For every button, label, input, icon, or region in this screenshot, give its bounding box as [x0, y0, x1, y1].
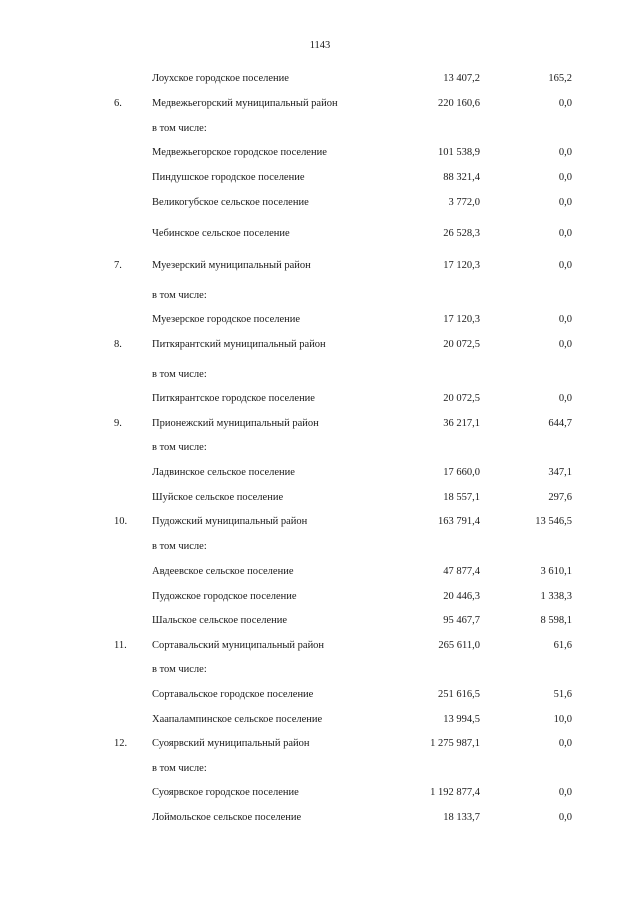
- row-value-2: 165,2: [548, 73, 572, 84]
- row-value-1: 20 072,5: [443, 339, 480, 350]
- row-name: Медвежьегорский муниципальный район: [152, 98, 338, 109]
- row-value-1: 101 538,9: [438, 147, 480, 158]
- row-name: Великогубское сельское поселение: [152, 197, 309, 208]
- table-row: [0, 786, 640, 800]
- row-value-2: 1 338,3: [540, 591, 572, 602]
- row-name: в том числе:: [152, 763, 207, 774]
- table-row: [0, 417, 640, 431]
- row-value-2: 0,0: [558, 147, 572, 158]
- row-name: Шальское сельское поселение: [152, 615, 288, 626]
- row-value-2: 0,0: [558, 260, 572, 271]
- row-name: Пиндушское городское поселение: [152, 172, 305, 183]
- row-name: Медвежьегорское городское поселение: [152, 147, 327, 158]
- row-name: Пудожский муниципальный район: [152, 516, 308, 527]
- table-row: [0, 72, 640, 86]
- table-row: [0, 688, 640, 702]
- table-row: [0, 146, 640, 160]
- row-value-1: 13 994,5: [443, 714, 480, 725]
- table-row: [0, 289, 640, 303]
- table-row: [0, 259, 640, 273]
- row-value-2: 644,7: [548, 418, 572, 429]
- table-row: [0, 491, 640, 505]
- table-row: [0, 515, 640, 529]
- row-name: Питкярантский муниципальный район: [152, 339, 326, 350]
- row-name: в том числе:: [152, 369, 207, 380]
- table-row: [0, 313, 640, 327]
- row-value-1: 220 160,6: [438, 98, 480, 109]
- row-name: Лоухское городское поселение: [152, 73, 289, 84]
- row-name: в том числе:: [152, 664, 207, 675]
- table-row: [0, 122, 640, 136]
- row-value-2: 10,0: [553, 714, 572, 725]
- row-value-2: 0,0: [558, 172, 572, 183]
- row-name: Сортавальское городское поселение: [152, 689, 314, 700]
- row-value-1: 26 528,3: [443, 228, 480, 239]
- table-row: [0, 171, 640, 185]
- row-name: в том числе:: [152, 442, 207, 453]
- row-value-2: 0,0: [558, 787, 572, 798]
- row-name: Сортавальский муниципальный район: [152, 640, 325, 651]
- row-number: 11.: [114, 640, 127, 651]
- row-value-1: 18 557,1: [443, 492, 480, 503]
- row-value-2: 0,0: [558, 314, 572, 325]
- row-value-1: 47 877,4: [443, 566, 480, 577]
- row-name: Муезерское городское поселение: [152, 314, 301, 325]
- row-value-1: 20 446,3: [443, 591, 480, 602]
- row-name: Суоярвский муниципальный район: [152, 738, 310, 749]
- row-value-1: 13 407,2: [443, 73, 480, 84]
- row-value-1: 163 791,4: [438, 516, 480, 527]
- row-name: Пудожское городское поселение: [152, 591, 297, 602]
- table-row: [0, 614, 640, 628]
- table-row: [0, 737, 640, 751]
- table-row: [0, 392, 640, 406]
- row-name: Шуйское сельское поселение: [152, 492, 284, 503]
- table-row: [0, 368, 640, 382]
- row-value-2: 0,0: [558, 228, 572, 239]
- row-number: 9.: [114, 418, 122, 429]
- row-value-2: 8 598,1: [540, 615, 572, 626]
- table-row: [0, 762, 640, 776]
- row-number: 8.: [114, 339, 122, 350]
- row-value-2: 0,0: [558, 812, 572, 823]
- row-name: в том числе:: [152, 290, 207, 301]
- row-value-2: 0,0: [558, 197, 572, 208]
- row-number: 7.: [114, 260, 122, 271]
- row-name: Ладвинское сельское поселение: [152, 467, 295, 478]
- row-value-1: 265 611,0: [438, 640, 480, 651]
- table-row: [0, 565, 640, 579]
- row-value-1: 36 217,1: [443, 418, 480, 429]
- row-value-1: 251 616,5: [438, 689, 480, 700]
- row-value-1: 17 120,3: [443, 260, 480, 271]
- row-value-2: 51,6: [553, 689, 572, 700]
- row-value-1: 20 072,5: [443, 393, 480, 404]
- row-value-1: 1 192 877,4: [430, 787, 480, 798]
- row-number: 10.: [114, 516, 128, 527]
- page-number: 1143: [309, 40, 331, 51]
- row-name: Суоярвское городское поселение: [152, 787, 299, 798]
- table-row: [0, 338, 640, 352]
- row-value-1: 17 660,0: [443, 467, 480, 478]
- table-row: [0, 441, 640, 455]
- row-value-2: 347,1: [548, 467, 572, 478]
- row-value-2: 297,6: [548, 492, 572, 503]
- table-row: [0, 196, 640, 210]
- row-name: Прионежский муниципальный район: [152, 418, 319, 429]
- row-value-2: 0,0: [558, 98, 572, 109]
- row-value-1: 3 772,0: [448, 197, 480, 208]
- row-value-1: 18 133,7: [443, 812, 480, 823]
- row-name: Муезерский муниципальный район: [152, 260, 311, 271]
- row-value-2: 13 546,5: [535, 516, 572, 527]
- row-name: Чебинское сельское поселение: [152, 228, 290, 239]
- table-row: [0, 227, 640, 241]
- table-row: [0, 97, 640, 111]
- row-name: Питкярантское городское поселение: [152, 393, 315, 404]
- row-value-2: 0,0: [558, 339, 572, 350]
- table-row: [0, 811, 640, 825]
- row-name: Лоймольское сельское поселение: [152, 812, 302, 823]
- row-value-1: 88 321,4: [443, 172, 480, 183]
- table-row: [0, 590, 640, 604]
- row-name: Хаапалампинское сельское поселение: [152, 714, 323, 725]
- row-value-2: 0,0: [558, 738, 572, 749]
- table-row: [0, 540, 640, 554]
- table-row: [0, 663, 640, 677]
- row-number: 12.: [114, 738, 128, 749]
- table-row: [0, 713, 640, 727]
- table-row: [0, 639, 640, 653]
- row-name: Авдеевское сельское поселение: [152, 566, 294, 577]
- row-value-2: 3 610,1: [540, 566, 572, 577]
- row-name: в том числе:: [152, 123, 207, 134]
- row-value-2: 61,6: [553, 640, 572, 651]
- row-value-1: 1 275 987,1: [430, 738, 480, 749]
- row-value-1: 95 467,7: [443, 615, 480, 626]
- row-name: в том числе:: [152, 541, 207, 552]
- row-value-1: 17 120,3: [443, 314, 480, 325]
- row-value-2: 0,0: [558, 393, 572, 404]
- row-number: 6.: [114, 98, 122, 109]
- table-row: [0, 466, 640, 480]
